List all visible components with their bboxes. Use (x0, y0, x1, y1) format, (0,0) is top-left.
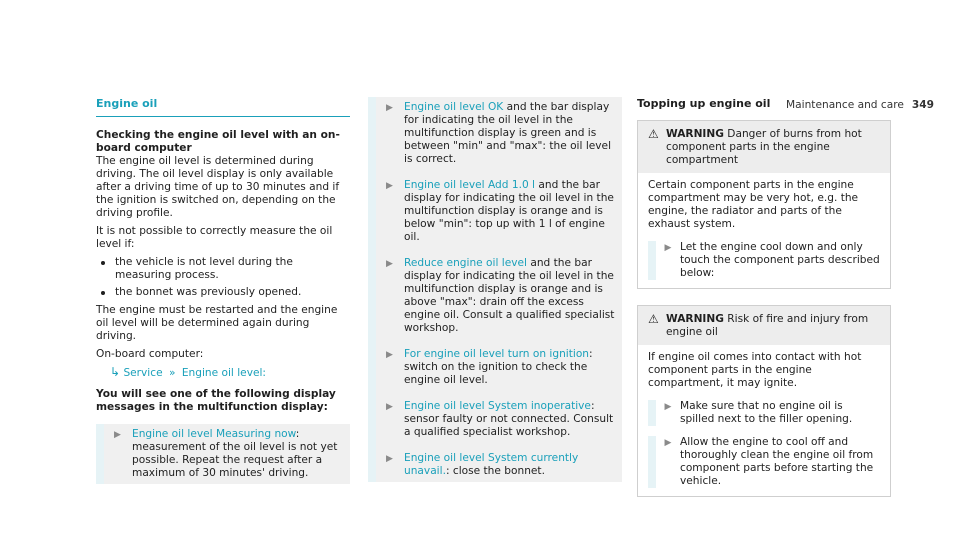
step-block (368, 97, 622, 482)
paragraph: The engine must be restarted and the engine oil level will be determined again during driving. (96, 304, 338, 342)
warning-step: ▶ Make sure that no engine oil is spilled next to the filler opening. (648, 400, 880, 426)
header-section: Maintenance and care (786, 99, 904, 111)
step-text: Engine oil level Measuring now: measurement of the oil level is not yet possible. Repeat the request after a maximum of 30 minutes' driving. (132, 428, 338, 479)
triangle-right-icon: ▶ (386, 454, 393, 464)
column-2 (368, 97, 622, 482)
section-title: Engine oil (96, 97, 350, 117)
warning-body: If engine oil comes into contact with hot component parts in the engine compartment, it may ignite. ▶ Make sure that no engine oil is spilled next to the filler opening. ▶ Allow the engine to cool off and thoroughly clean the engine oil from component parts before starting the vehicle. (638, 345, 890, 496)
warning-step: ▶ Let the engine cool down and only touch the component parts described below: (648, 241, 880, 280)
section-title: Topping up engine oil (637, 97, 771, 110)
menu-path-oil: Engine oil level: (181, 367, 266, 379)
warning-triangle-icon: ⚠ (648, 312, 659, 326)
page-number: 349 (911, 99, 934, 111)
warning-body: Certain component parts in the engine compartment may be very hot, e.g. the engine, the radiator and parts of the exhaust system. ▶ Let the engine cool down and only touch the component parts described below: (648, 179, 880, 279)
bullet-icon (101, 291, 105, 295)
step-text: Engine oil level System inoperative: sensor faulty or not connected. Consult a qualified specialist workshop. (404, 400, 614, 438)
column-3 (637, 97, 891, 513)
warning-header: ⚠ WARNING Danger of burns from hot component parts in the engine compartment (638, 121, 890, 173)
paragraph: It is not possible to correctly measure the oil level if: (96, 225, 333, 250)
menu-path-service: Service (123, 367, 163, 379)
step-text: For engine oil level turn on ignition: switch on the ignition to check the engine oil level. (404, 348, 593, 386)
triangle-right-icon: ▶ (664, 402, 672, 412)
warning-box (637, 120, 891, 289)
warning-header: ⚠ WARNING Risk of fire and injury from engine oil (638, 306, 890, 345)
bullet-icon (101, 261, 105, 265)
list-item: the bonnet was previously opened. (96, 286, 350, 299)
warning-triangle-icon: ⚠ (648, 127, 659, 141)
return-arrow-icon: ↳ (110, 365, 121, 379)
triangle-right-icon: ▶ (664, 438, 672, 448)
step-text: Engine oil level Add 1.0 l and the bar display for indicating the oil level in the multifunction display is orange and is below "min": top up with 1 l of engine oil. (404, 179, 614, 243)
triangle-right-icon: ▶ (386, 259, 393, 269)
menu-path (96, 366, 350, 380)
step-text: Engine oil level System currently unavail.: close the bonnet. (404, 452, 579, 477)
triangle-right-icon: ▶ (386, 402, 393, 412)
step-text: Engine oil level OK and the bar display for indicating the oil level in the multifunction display is green and is between "min" and "max": the oil level is correct. (404, 101, 612, 165)
triangle-right-icon: ▶ (664, 243, 672, 253)
bullet-list (96, 256, 350, 299)
subheading: Checking the engine oil level with an on-board computer (96, 129, 340, 154)
column-1 (96, 97, 350, 484)
paragraph: The engine oil level is determined during driving. The oil level display is only available after a driving time of up to 30 minutes and if the ignition is switched on, depending on the driving profile. (96, 155, 340, 219)
triangle-right-icon: ▶ (114, 430, 121, 440)
paragraph: On-board computer: (96, 348, 204, 360)
triangle-right-icon: ▶ (386, 350, 393, 360)
list-item: the vehicle is not level during the measuring process. (96, 256, 350, 282)
step-block (96, 424, 350, 484)
warning-step: ▶ Allow the engine to cool off and thoroughly clean the engine oil from component parts before starting the vehicle. (648, 436, 880, 488)
step-bar (368, 97, 376, 482)
subheading: You will see one of the following display messages in the multifunction display: (96, 388, 336, 413)
step-bar (96, 424, 104, 484)
warning-box (637, 305, 891, 497)
step-text: Reduce engine oil level and the bar display for indicating the oil level in the multifunction display is orange and is above "max": drain off the excess engine oil. Consult a qualified specialist workshop. (404, 257, 615, 334)
triangle-right-icon: ▶ (386, 181, 393, 191)
triangle-right-icon: ▶ (386, 103, 393, 113)
double-chevron-icon: » (168, 367, 176, 379)
